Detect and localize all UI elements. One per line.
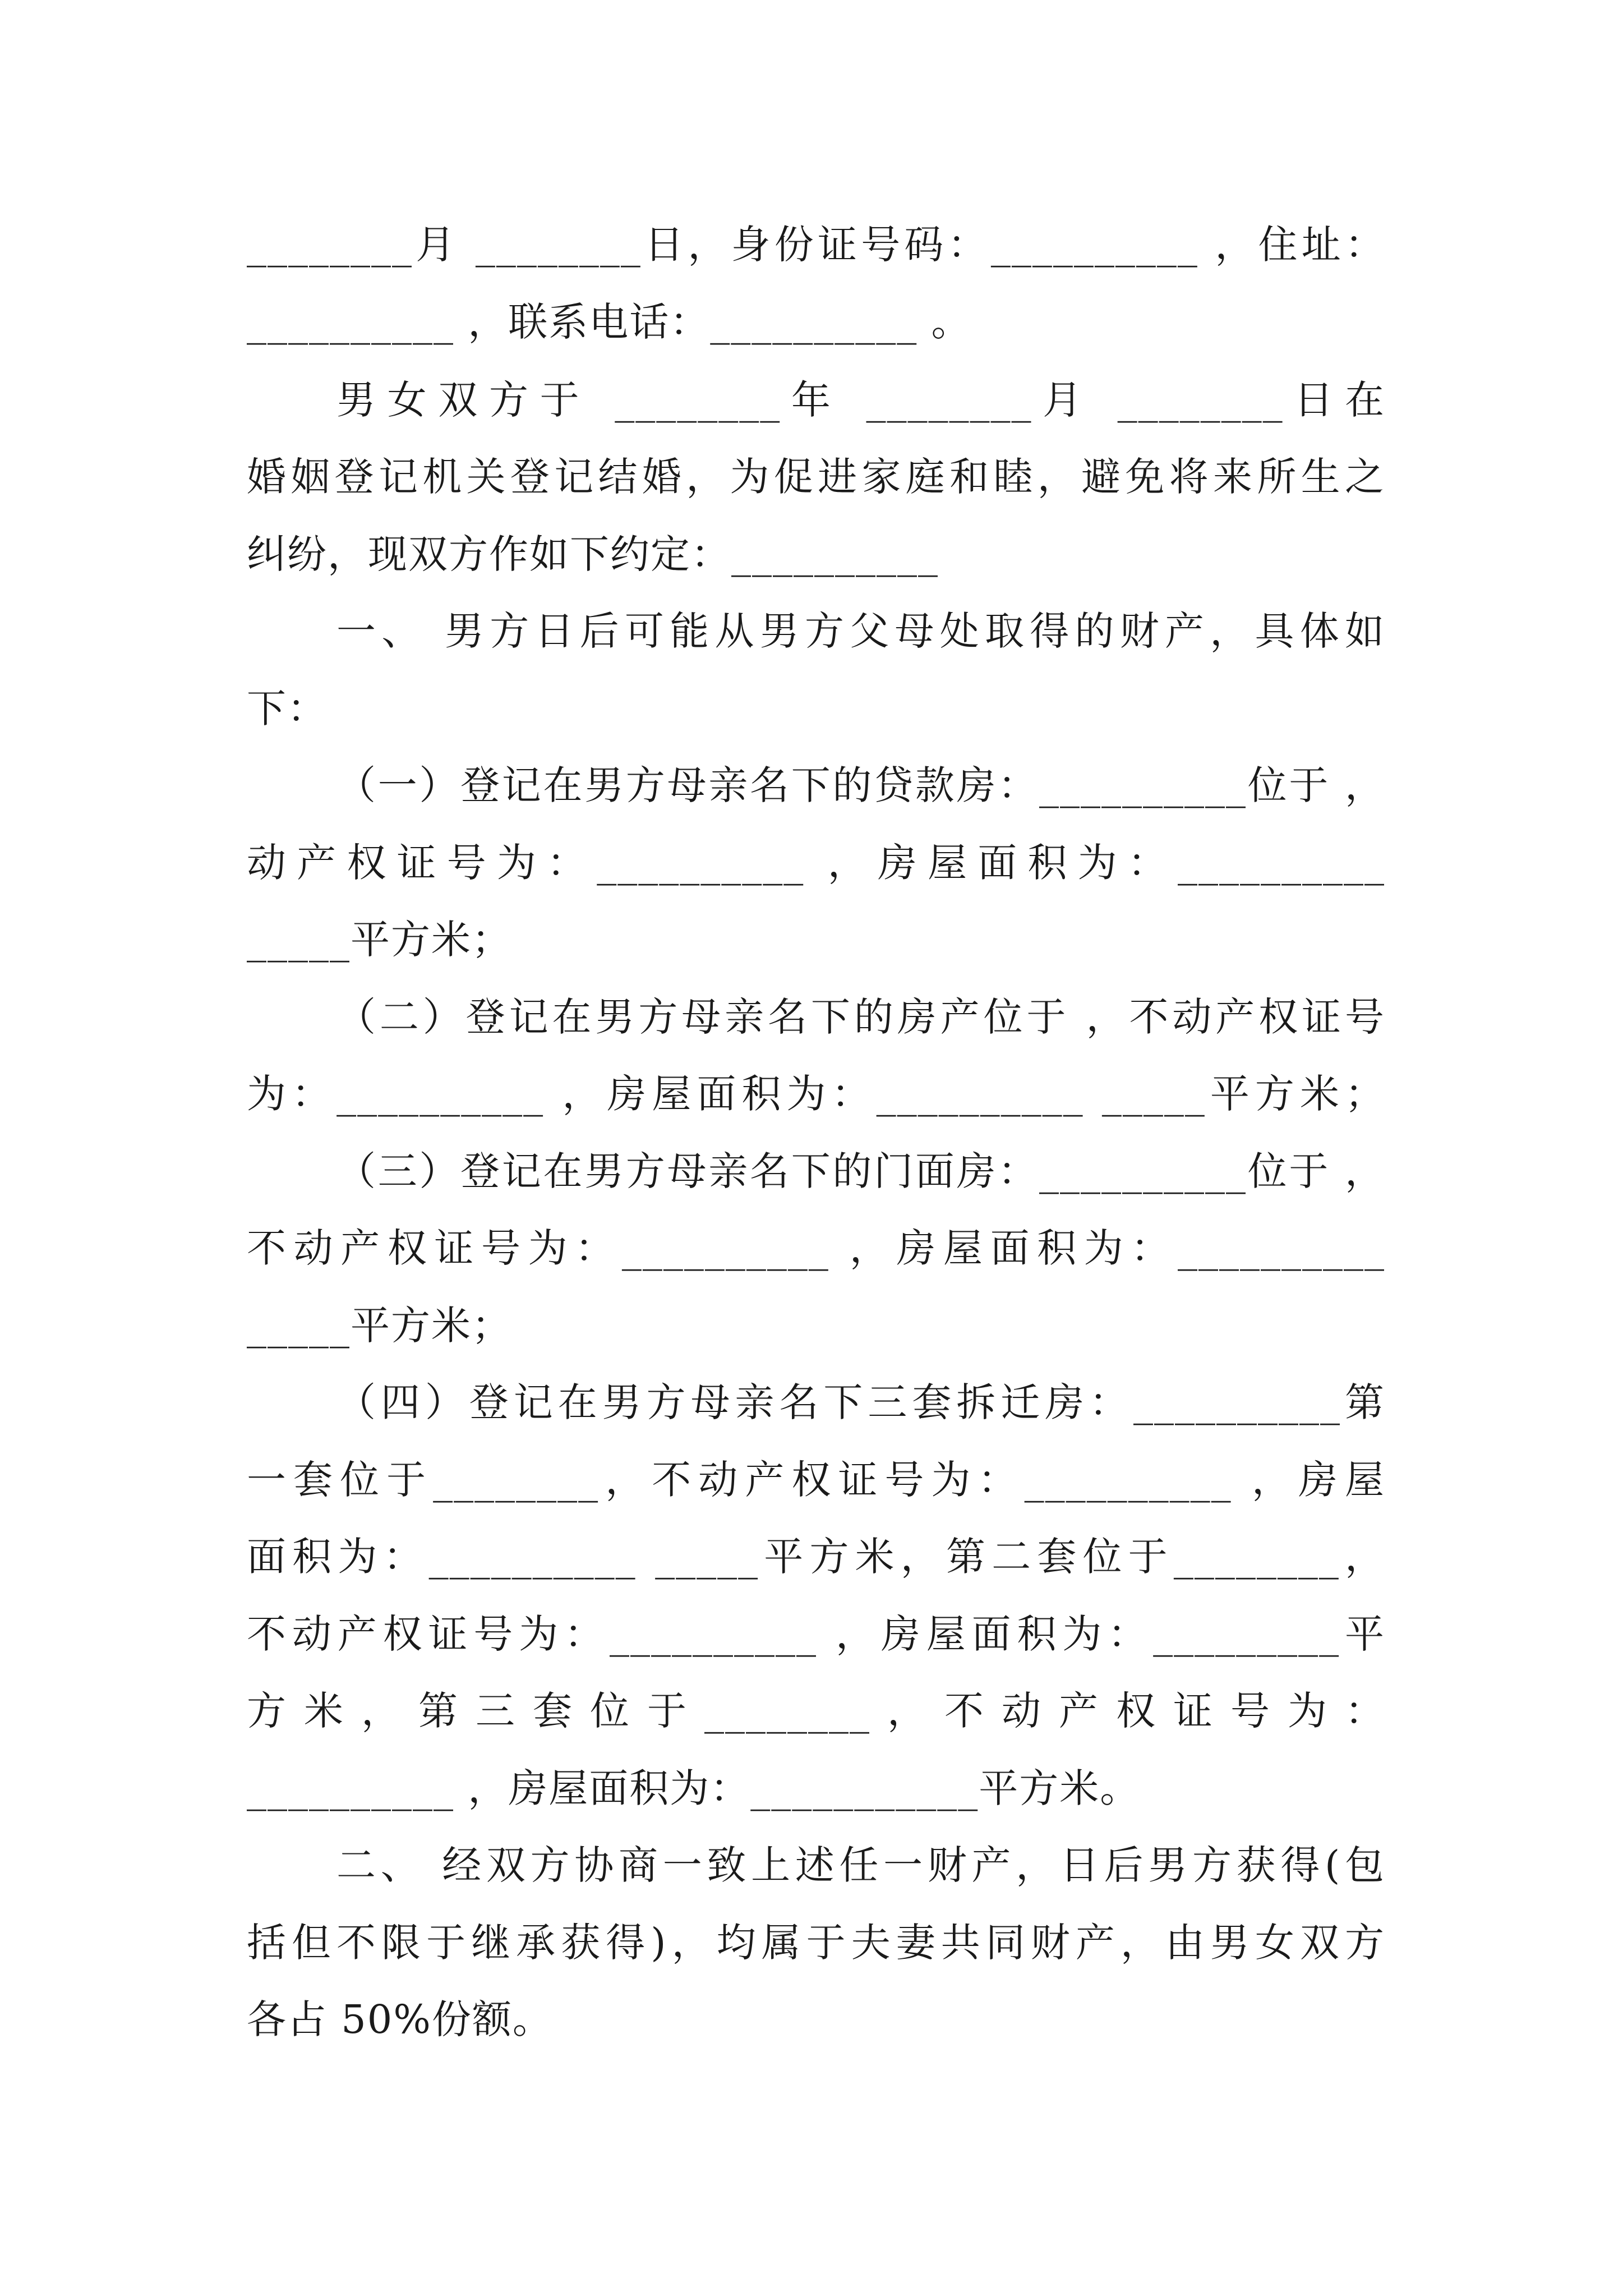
text-line: ________月 ________日，身份证号码：__________ ，住址：	[247, 222, 1385, 268]
text-line: 为：__________ ，房屋面积为：__________ _____平方米；	[247, 1071, 1385, 1117]
text-line: （二）登记在男方母亲名下的房产位于 ，不动产权证号	[336, 994, 1385, 1040]
text-line: 一套位于________，不动产权证号为：__________ ，房屋	[247, 1457, 1385, 1503]
text-line: （三）登记在男方母亲名下的门面房：__________位于 ，	[336, 1148, 1385, 1194]
text-line: 方米，第三套位于________，不动产权证号为：	[247, 1688, 1385, 1734]
text-line: _____平方米；	[247, 917, 512, 963]
text-line: 动产权证号为：__________ ，房屋面积为：__________	[247, 840, 1385, 886]
text-line: 不动产权证号为：__________ ，房屋面积为：__________	[247, 1225, 1385, 1271]
text-line: （一）登记在男方母亲名下的贷款房：__________位于 ，	[336, 762, 1385, 808]
text-line: 面积为：__________ _____平方米，第二套位于________，	[247, 1534, 1385, 1580]
text-line: 二、 经双方协商一致上述任一财产，日后男方获得(包	[336, 1842, 1385, 1888]
text-line: __________ ，房屋面积为：___________平方米。	[247, 1765, 1141, 1811]
text-line: 括但不限于继承获得)，均属于夫妻共同财产，由男女双方	[247, 1920, 1385, 1966]
text-line: __________ ，联系电话：__________ 。	[247, 299, 972, 345]
text-line: 下：	[247, 685, 328, 731]
text-line: 不动产权证号为：__________ ，房屋面积为：_________平	[247, 1611, 1385, 1657]
text-line: 一、 男方日后可能从男方父母处取得的财产，具体如	[336, 608, 1385, 654]
text-line: 纠纷，现双方作如下约定：__________	[247, 531, 939, 577]
text-line: 男女双方于 ________年 ________月 ________日在	[336, 377, 1385, 423]
text-line: （四）登记在男方母亲名下三套拆迁房：__________第	[336, 1379, 1385, 1425]
text-line: _____平方米；	[247, 1303, 512, 1349]
text-line: 各占 50%份额。	[247, 1996, 553, 2042]
text-line: 婚姻登记机关登记结婚，为促进家庭和睦，避免将来所生之	[247, 454, 1385, 500]
